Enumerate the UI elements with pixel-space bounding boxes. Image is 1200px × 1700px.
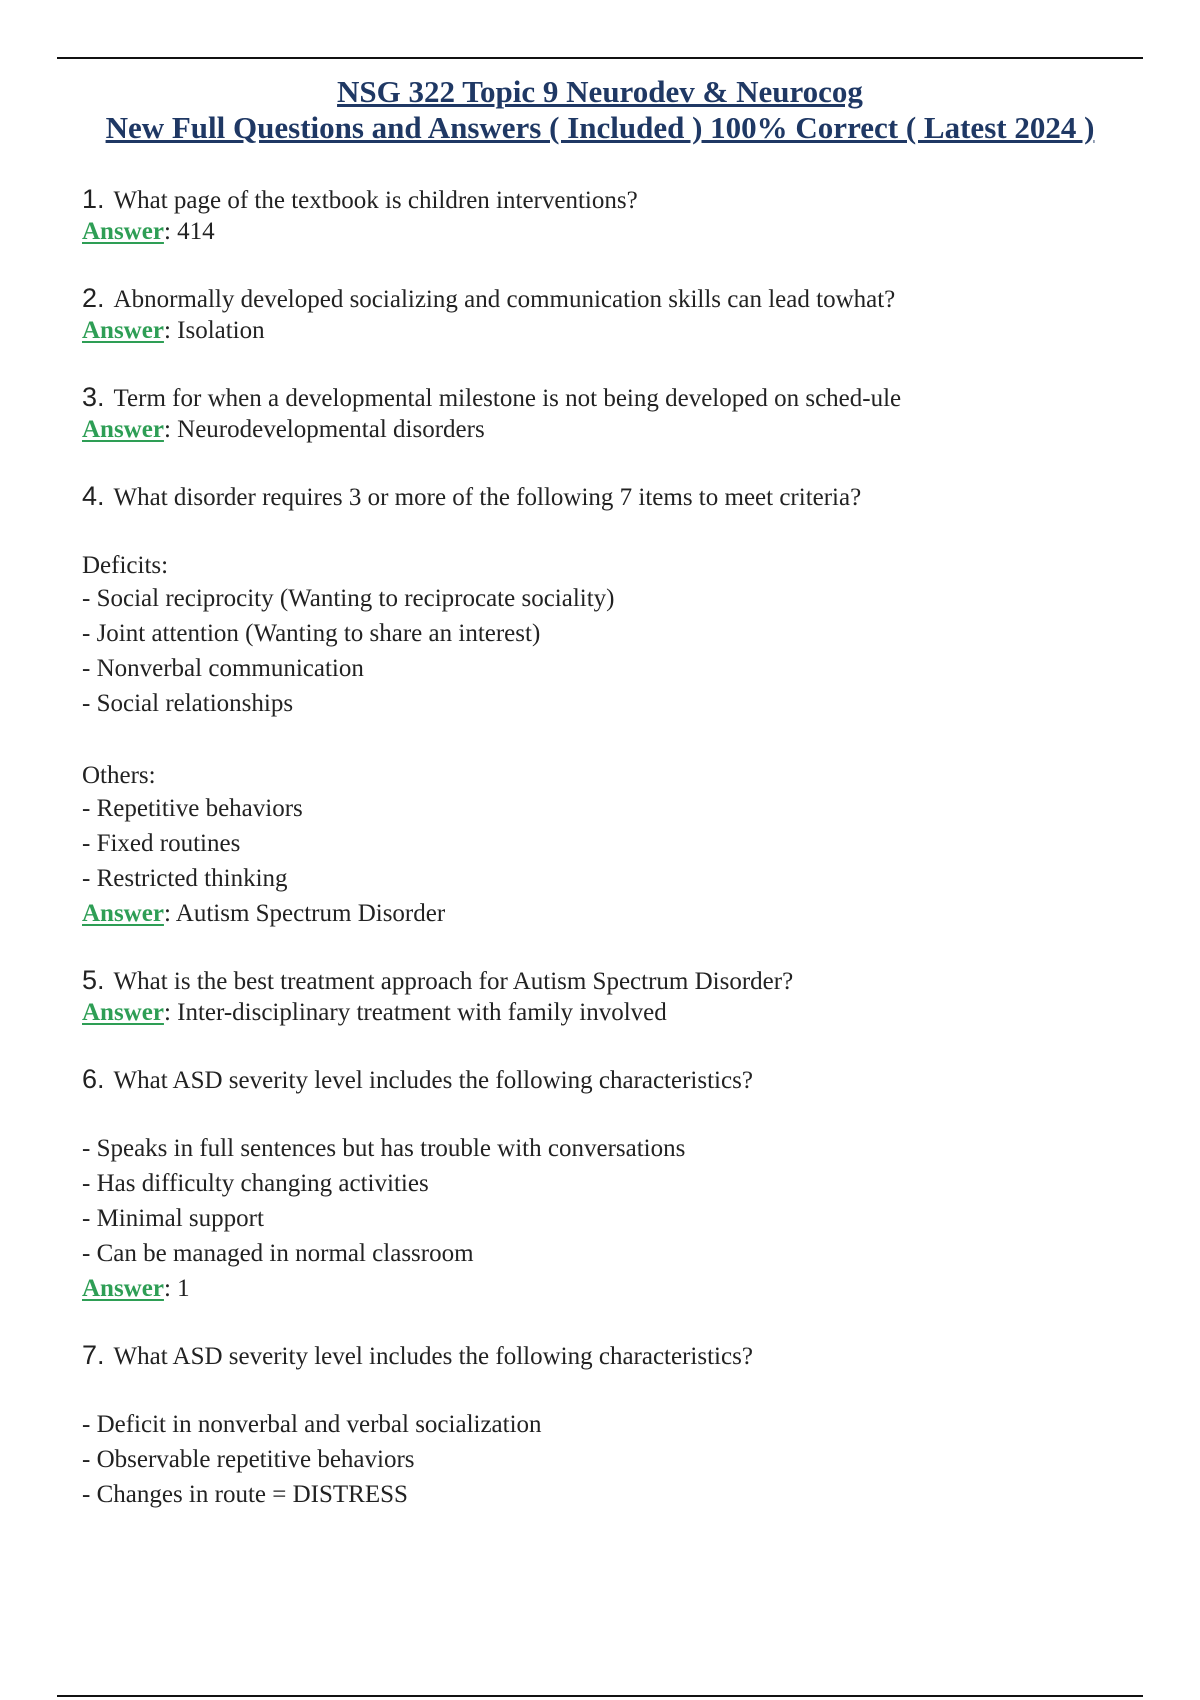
qa-item-7 — [82, 1340, 1142, 1514]
qa-item-6 — [82, 1064, 1142, 1304]
answer-1: Answer: 414 — [82, 218, 215, 245]
question-1 — [82, 184, 1142, 216]
answer-text: Inter-disciplinary treatment with family involved — [177, 999, 667, 1026]
qa-item-5 — [82, 965, 1142, 1028]
group-heading: Others: — [82, 762, 156, 789]
list-item: - Changes in route = DISTRESS — [82, 1481, 408, 1508]
list-item: - Restricted thinking — [82, 865, 288, 892]
list-item: - Joint attention (Wanting to share an interest) — [82, 620, 541, 647]
answer-label: Answer — [82, 900, 164, 927]
answer-text: Autism Spectrum Disorder — [175, 900, 446, 927]
group-heading: Deficits: — [82, 552, 169, 579]
question-number: 4. — [82, 481, 105, 511]
question-2 — [82, 283, 1142, 315]
answer-text: Isolation — [177, 317, 265, 344]
answer-label: Answer — [82, 999, 164, 1026]
question-6 — [82, 1064, 1142, 1096]
question-text: What disorder requires 3 or more of the following 7 items to meet criteria? — [113, 484, 862, 511]
list-item: - Has difficulty changing activities — [82, 1170, 429, 1197]
question-number: 3. — [82, 382, 105, 412]
qa-list — [82, 184, 1142, 1550]
question-text: Term for when a developmental milestone is not being developed on sched-ule — [113, 385, 902, 412]
question-4 — [82, 481, 1142, 513]
list-item: - Nonverbal communication — [82, 655, 364, 682]
question-number: 2. — [82, 283, 105, 313]
bottom-rule — [57, 1695, 1143, 1697]
question-text: What ASD severity level includes the following characteristics? — [113, 1067, 753, 1094]
question-text: What ASD severity level includes the following characteristics? — [113, 1343, 753, 1370]
question-7 — [82, 1340, 1142, 1372]
answer-4: Answer: Autism Spectrum Disorder — [82, 900, 446, 927]
qa-item-3 — [82, 382, 1142, 445]
question-number: 1. — [82, 184, 105, 214]
answer-label: Answer — [82, 218, 164, 245]
document-subtitle: New Full Questions and Answers ( Included ) 100% Correct ( Latest 2024 ) — [105, 110, 1095, 145]
question-text: Abnormally developed socializing and communication skills can lead towhat? — [113, 286, 896, 313]
answer-6: Answer: 1 — [82, 1275, 190, 1302]
answer-text: Neurodevelopmental disorders — [177, 416, 485, 443]
answer-label: Answer — [82, 317, 164, 344]
answer-label: Answer — [82, 1275, 164, 1302]
answer-text: 1 — [177, 1275, 190, 1302]
list-item: - Minimal support — [82, 1205, 264, 1232]
answer-5: Answer: Inter-disciplinary treatment with family involved — [82, 999, 667, 1026]
list-item: - Social reciprocity (Wanting to reciprocate sociality) — [82, 585, 615, 612]
answer-2: Answer: Isolation — [82, 317, 265, 344]
answer-text: 414 — [177, 218, 215, 245]
question-number: 5. — [82, 965, 105, 995]
list-item: - Observable repetitive behaviors — [82, 1446, 415, 1473]
answer-3: Answer: Neurodevelopmental disorders — [82, 416, 485, 443]
document-title: NSG 322 Topic 9 Neurodev & Neurocog — [337, 74, 863, 109]
qa-item-2 — [82, 283, 1142, 346]
question-number: 7. — [82, 1340, 105, 1370]
list-item: - Social relationships — [82, 690, 294, 717]
list-item: - Fixed routines — [82, 830, 241, 857]
question-text: What is the best treatment approach for Autism Spectrum Disorder? — [113, 968, 794, 995]
question-5 — [82, 965, 1142, 997]
question-number: 6. — [82, 1064, 105, 1094]
list-item: - Can be managed in normal classroom — [82, 1240, 474, 1267]
question-text: What page of the textbook is children interventions? — [113, 187, 638, 214]
top-rule — [57, 57, 1143, 59]
question-3 — [82, 382, 1142, 414]
list-item: - Speaks in full sentences but has trouble with conversations — [82, 1135, 686, 1162]
qa-item-4 — [82, 481, 1142, 929]
list-item: - Repetitive behaviors — [82, 795, 303, 822]
answer-label: Answer — [82, 416, 164, 443]
qa-item-1 — [82, 184, 1142, 247]
list-item: - Deficit in nonverbal and verbal socialization — [82, 1411, 542, 1438]
